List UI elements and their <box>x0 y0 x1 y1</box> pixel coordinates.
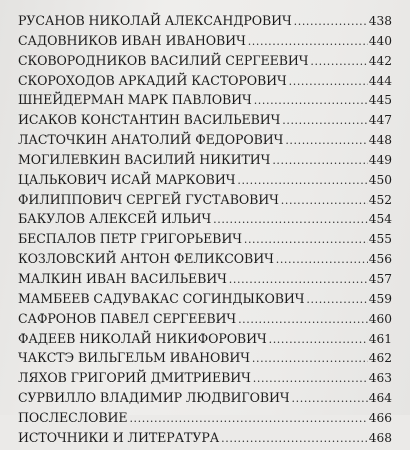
toc-entry[interactable] <box>18 192 392 212</box>
toc-entry-page: 438 <box>368 14 392 28</box>
toc-entry-page: 442 <box>368 53 392 68</box>
toc-entry-page: 447 <box>368 113 392 128</box>
toc-entry-page: 449 <box>368 152 392 167</box>
toc-entry[interactable] <box>18 53 392 73</box>
toc-entry-title: МАЛКИН ИВАН ВАСИЛЬЕВИЧ <box>18 270 227 286</box>
toc-entry-page: 440 <box>368 33 392 48</box>
toc-entry-page: 462 <box>368 351 392 366</box>
toc-entry-title: СКОВОРОДНИКОВ ВАСИЛИЙ СЕРГЕЕВИЧ <box>18 52 309 68</box>
dot-leader <box>289 75 368 88</box>
dot-leader <box>238 313 368 326</box>
toc-entry[interactable] <box>18 152 392 172</box>
toc-entry-page: 461 <box>368 331 392 346</box>
toc-entry[interactable] <box>18 172 392 192</box>
toc-entry[interactable] <box>18 132 392 152</box>
dot-leader <box>229 273 368 286</box>
toc-entry[interactable] <box>18 13 392 33</box>
toc-entry-title: СКОРОХОДОВ АРКАДИЙ КАСТОРОВИЧ <box>18 72 287 88</box>
toc-entry[interactable] <box>18 271 392 291</box>
toc-entry-page: 455 <box>368 232 392 247</box>
toc-entry-page: 454 <box>368 212 392 227</box>
dot-leader <box>221 432 368 445</box>
toc-entry-page: 464 <box>368 391 392 406</box>
toc-entry-page: 448 <box>368 133 392 148</box>
toc-entry-title: БАКУЛОВ АЛЕКСЕЙ ИЛЬИЧ <box>18 211 212 227</box>
dot-leader <box>281 194 368 207</box>
toc-entry-page: 444 <box>368 73 392 88</box>
toc-entry[interactable] <box>18 350 392 370</box>
toc-entry-title: ПОСЛЕСЛОВИЕ <box>18 409 128 425</box>
toc-entry-page: 457 <box>368 271 392 286</box>
toc-entry-page: 463 <box>368 371 392 386</box>
toc-entry[interactable] <box>18 311 392 331</box>
toc-entry-title: САФРОНОВ ПАВЕЛ СЕРГЕЕВИЧ <box>18 310 237 326</box>
dot-leader <box>272 154 367 167</box>
toc-entry-title: ИСТОЧНИКИ И ЛИТЕРАТУРА <box>18 429 220 445</box>
dot-leader <box>237 174 367 187</box>
toc-entry-page: 459 <box>368 291 392 306</box>
dot-leader <box>285 134 367 147</box>
toc-entry-title: РУСАНОВ НИКОЛАЙ АЛЕКСАНДРОВИЧ <box>18 13 292 28</box>
toc-entry-page: 452 <box>368 192 392 207</box>
toc-entry-title: ЦАЛЬКОВИЧ ИСАЙ МАРКОВИЧ <box>18 171 236 187</box>
toc-entry[interactable] <box>18 231 392 251</box>
toc-entry[interactable] <box>18 370 392 390</box>
dot-leader <box>248 35 368 48</box>
toc-entry-title: САДОВНИКОВ ИВАН ИВАНОВИЧ <box>18 32 246 48</box>
toc-entry-title: ФИЛИППОВИЧ СЕРГЕЙ ГУСТАВОВИЧ <box>18 191 279 207</box>
toc-entry-page: 456 <box>368 252 392 267</box>
toc-entry-page: 460 <box>368 311 392 326</box>
toc-entry[interactable] <box>18 331 392 351</box>
dot-leader <box>244 233 368 246</box>
toc-entry-title: ЛЯХОВ ГРИГОРИЙ ДМИТРИЕВИЧ <box>18 370 251 386</box>
toc-entry[interactable] <box>18 33 392 53</box>
dot-leader <box>269 333 368 346</box>
toc-entry[interactable] <box>18 390 392 410</box>
toc-entry-title: МОГИЛЕВКИН ВАСИЛИЙ НИКИТИЧ <box>18 151 271 167</box>
toc-entry[interactable] <box>18 112 392 132</box>
toc-entry[interactable] <box>18 410 392 430</box>
toc-entry[interactable] <box>18 211 392 231</box>
dot-leader <box>252 352 368 365</box>
toc-entry-title: ШНЕЙДЕРМАН МАРК ПАВЛОВИЧ <box>18 92 252 108</box>
toc-entry-title: ЛАСТОЧКИН АНАТОЛИЙ ФЕДОРОВИЧ <box>18 132 284 148</box>
toc-entry-page: 445 <box>368 93 392 108</box>
dot-leader <box>253 372 368 385</box>
toc-entry[interactable] <box>18 291 392 311</box>
toc-entry-page: 450 <box>368 172 392 187</box>
toc-entry-page: 466 <box>368 410 392 425</box>
toc-entry-title: ИСАКОВ КОНСТАНТИН ВАСИЛЬЕВИЧ <box>18 112 281 128</box>
dot-leader <box>129 412 367 425</box>
dot-leader <box>310 55 367 68</box>
dot-leader <box>306 293 367 306</box>
toc-entry-page: 468 <box>368 430 392 445</box>
toc-entry[interactable] <box>18 92 392 112</box>
toc-entry[interactable] <box>18 430 392 450</box>
dot-leader <box>282 114 367 127</box>
dot-leader <box>213 213 368 226</box>
dot-leader <box>254 94 368 107</box>
dot-leader <box>294 15 368 28</box>
table-of-contents <box>18 13 392 450</box>
toc-entry[interactable] <box>18 251 392 271</box>
toc-entry-title: СУРВИЛЛО ВЛАДИМИР ЛЮДВИГОВИЧ <box>18 390 290 406</box>
toc-entry-title: ФАДЕЕВ НИКОЛАЙ НИКИФОРОВИЧ <box>18 330 267 346</box>
dot-leader <box>292 392 368 405</box>
toc-entry-title: МАМБЕЕВ САДУВАКАС СОГИНДЫКОВИЧ <box>18 290 305 306</box>
toc-entry-title: ЧАКСТЭ ВИЛЬГЕЛЬМ ИВАНОВИЧ <box>18 350 250 366</box>
toc-entry-title: БЕСПАЛОВ ПЕТР ГРИГОРЬЕВИЧ <box>18 231 242 247</box>
toc-entry[interactable] <box>18 73 392 93</box>
dot-leader <box>276 253 368 266</box>
toc-entry-title: КОЗЛОВСКИЙ АНТОН ФЕЛИКСОВИЧ <box>18 251 274 267</box>
